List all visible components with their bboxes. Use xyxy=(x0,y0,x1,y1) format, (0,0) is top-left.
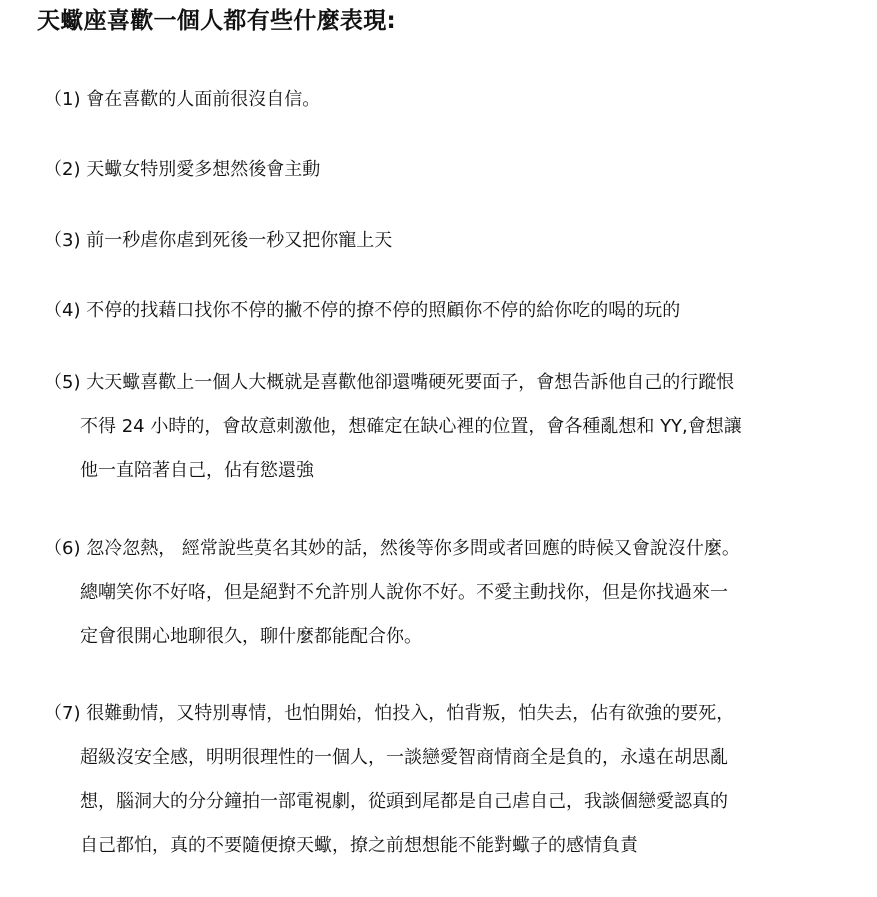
item-line: （4) 不停的找藉口找你不停的撇不停的撩不停的照顧你不停的給你吃的喝的玩的 xyxy=(44,300,681,321)
item-line: （7) 很難動情，又特別專情，也怕開始，怕投入，怕背叛，怕失去，佔有欲強的要死， xyxy=(44,703,735,724)
item-line: 定會很開心地聊很久，聊什麼都能配合你。 xyxy=(80,626,422,647)
list-item-6 xyxy=(44,527,854,659)
item-line: （1) 會在喜歡的人面前很沒自信。 xyxy=(44,89,321,110)
item-line: （3) 前一秒虐你虐到死後一秒又把你寵上天 xyxy=(44,230,393,251)
item-line: 他一直陪著自己，佔有慾還強 xyxy=(80,460,314,481)
item-line: 不得 24 小時的，會故意刺激他，想確定在缺心裡的位置，會各種亂想和 YY,會想讓 xyxy=(80,416,742,437)
item-line: （5) 大天蠍喜歡上一個人大概就是喜歡他卻還嘴硬死要面子，會想告訴他自己的行蹤恨 xyxy=(44,372,735,393)
list-item-5 xyxy=(44,361,854,493)
list-item-1 xyxy=(44,78,854,122)
item-line: 想，腦洞大的分分鐘拍一部電視劇，從頭到尾都是自己虐自己，我談個戀愛認真的 xyxy=(80,791,728,812)
item-line: 總嘲笑你不好咯，但是絕對不允許別人說你不好。不愛主動找你，但是你找過來一 xyxy=(80,582,728,603)
list-item-7 xyxy=(44,692,854,868)
item-line: 自己都怕，真的不要隨便撩天蠍，撩之前想想能不能對蠍子的感情負責 xyxy=(80,835,638,856)
page-title: 天蠍座喜歡一個人都有些什麼表現: xyxy=(37,8,396,34)
list-item-2 xyxy=(44,148,854,192)
list-item-4 xyxy=(44,289,854,333)
list-item-3 xyxy=(44,219,854,263)
item-line: （2) 天蠍女特別愛多想然後會主動 xyxy=(44,159,321,180)
item-line: 超級沒安全感，明明很理性的一個人，一談戀愛智商情商全是負的，永遠在胡思亂 xyxy=(80,747,728,768)
item-line: （6) 忽冷忽熱， 經常說些莫名其妙的話，然後等你多問或者回應的時候又會說沒什麼。 xyxy=(44,538,740,559)
